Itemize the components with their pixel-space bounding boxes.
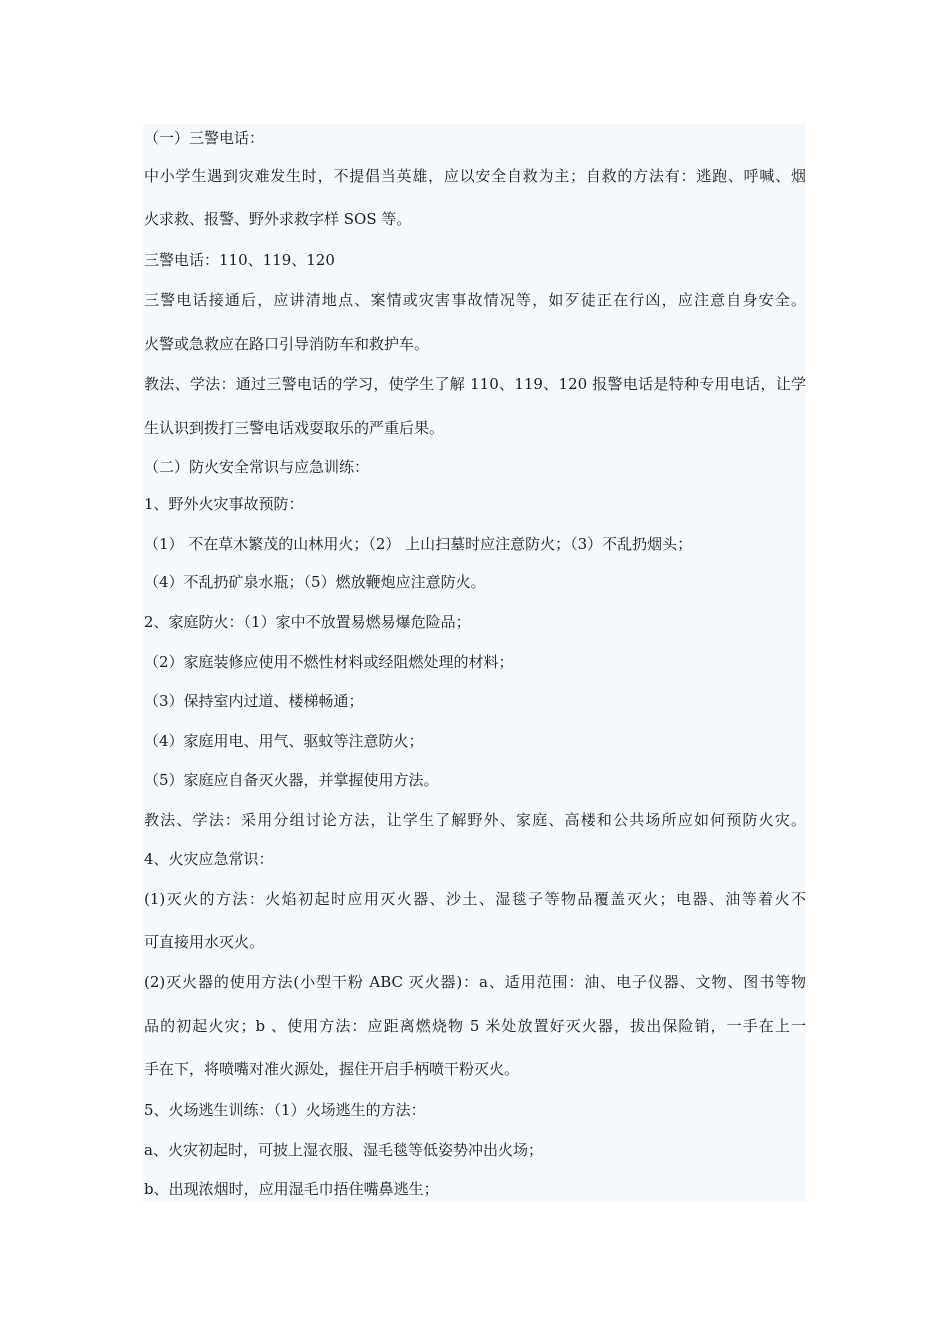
- paragraph-line: 三警电话接通后，应讲清地点、案情或灾害事故情况等，如歹徒正在行凶，应注意自身安全。: [144, 291, 806, 309]
- list-item: （3）保持室内过道、楼梯畅通；: [144, 692, 364, 710]
- list-item: （2）家庭装修应使用不燃性材料或经阻燃处理的材料；: [144, 653, 514, 671]
- paragraph-line: 可直接用水灭火。: [144, 933, 265, 951]
- paragraph-line: 手在下，将喷嘴对准火源处，握住开启手柄喷干粉灭火。: [144, 1060, 520, 1078]
- subheading: 2、家庭防火：（1）家中不放置易燃易爆危险品；: [144, 613, 471, 631]
- paragraph-line: 生认识到拨打三警电话戏耍取乐的严重后果。: [144, 419, 445, 437]
- list-item: （1） 不在草木繁茂的山林用火；（2） 上山扫墓时应注意防火；（3）不乱扔烟头；: [144, 535, 693, 553]
- subheading: 5、火场逃生训练：（1）火场逃生的方法：: [144, 1101, 426, 1119]
- paragraph-line: 教法、学法：采用分组讨论方法，让学生了解野外、家庭、高楼和公共场所应如何预防火灾。: [144, 811, 806, 829]
- paragraph-line: 中小学生遇到灾难发生时，不提倡当英雄，应以安全自救为主；自救的方法有：逃跑、呼喊、烟: [144, 167, 806, 185]
- paragraph-line: 火求救、报警、野外求救字样 SOS 等。: [144, 210, 412, 228]
- section-heading-1: （一）三警电话：: [144, 129, 265, 147]
- subheading: 1、野外火灾事故预防：: [144, 495, 304, 513]
- section-heading-2: （二）防火安全常识与应急训练：: [144, 458, 370, 476]
- subheading: 4、火灾应急常识：: [144, 850, 274, 868]
- paragraph-line: (2)灭火器的使用方法(小型干粉 ABC 灭火器)：a、适用范围：油、电子仪器、文物、图书等物: [144, 973, 806, 991]
- paragraph-line: 品的初起火灾；b 、使用方法：应距离燃烧物 5 米处放置好灭火器，拔出保险销，一手在上一: [144, 1017, 806, 1035]
- paragraph-line: (1)灭火的方法：火焰初起时应用灭火器、沙土、湿毯子等物品覆盖灭火；电器、油等着火不: [144, 890, 806, 908]
- list-item: （4）家庭用电、用气、驱蚊等注意防火；: [144, 732, 424, 750]
- list-item: a、火灾初起时，可披上湿衣服、湿毛毯等低姿势冲出火场；: [144, 1141, 543, 1159]
- list-item: b、出现浓烟时，应用湿毛巾捂住嘴鼻逃生；: [144, 1180, 439, 1198]
- document-body: [143, 124, 806, 1202]
- list-item: （4）不乱扔矿泉水瓶；（5）燃放鞭炮应注意防火。: [144, 573, 486, 591]
- list-item: （5）家庭应自备灭火器，并掌握使用方法。: [144, 771, 439, 789]
- paragraph-line: 火警或急救应在路口引导消防车和救护车。: [144, 335, 430, 353]
- paragraph-line: 三警电话：110、119、120: [144, 251, 335, 269]
- paragraph-line: 教法、学法：通过三警电话的学习，使学生了解 110、119、120 报警电话是特种专用电话，让学: [144, 375, 806, 393]
